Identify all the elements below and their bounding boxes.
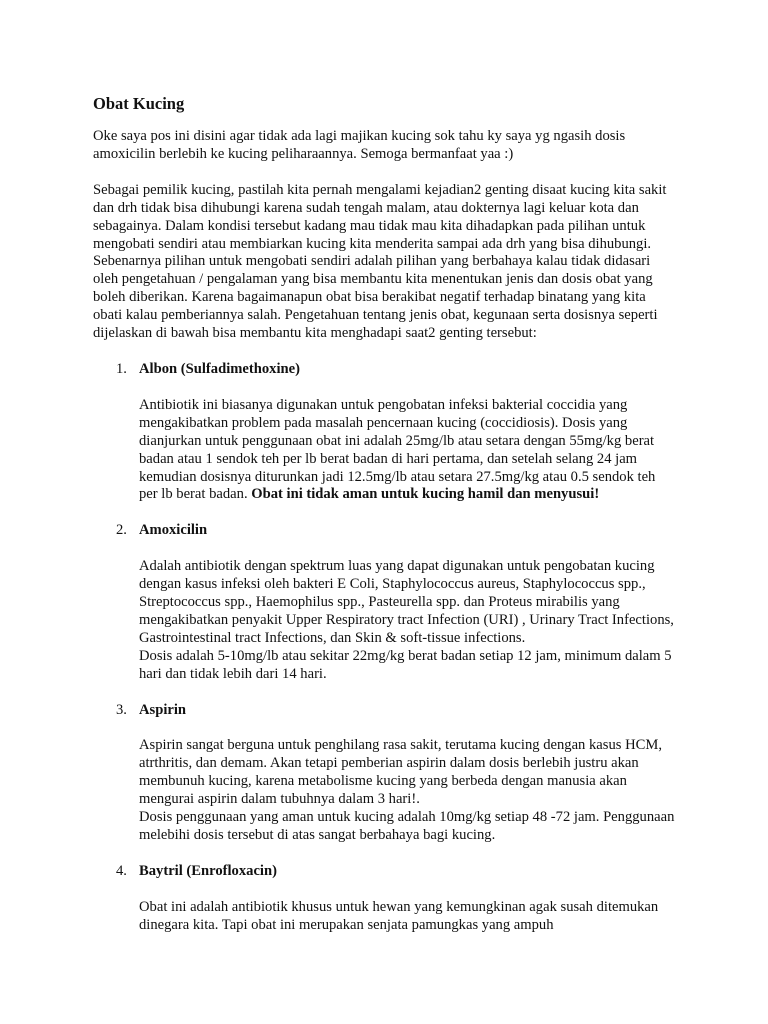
list-number: 3. <box>116 701 127 718</box>
document-page <box>93 94 677 953</box>
drug-description-text: Adalah antibiotik dengan spektrum luas yang dapat digunakan untuk pengobatan kucing dengan kasus infeksi oleh bakteri E Coli, Staphylococcus aureus, Staphylococcus spp., Streptococcus spp., Haemophilus spp., Pasteurella spp. dan Proteus mirabilis yang mengakibatkan penyakit Upper Respiratory tract Infection (URI) , Urinary Tract Infections, Gastrointestinal tract Infections, dan Skin & soft-tissue infections. <box>139 558 674 646</box>
drug-dosage-text: Dosis adalah 5-10mg/lb atau sekitar 22mg/kg berat badan setiap 12 jam, minimum dalam 5 hari dan tidak lebih dari 14 hari. <box>139 647 672 682</box>
drug-description <box>139 397 677 504</box>
list-number: 4. <box>116 862 127 879</box>
intro-paragraph: Oke saya pos ini disini agar tidak ada lagi majikan kucing sok tahu ky saya yg ngasih dosis amoxicilin berlebih ke kucing peliharaannya. Semoga bermanfaat yaa :) <box>93 128 626 162</box>
drug-list <box>93 361 677 935</box>
main-paragraph: Sebagai pemilik kucing, pastilah kita pernah mengalami kejadian2 genting disaat kucing kita sakit dan drh tidak bisa dihubungi karena sudah tengah malam, atau dokternya lagi keluar kota dan sebagainya. Dalam kondisi tersebut kadang mau tidak mau kita dihadapkan pada pilihan untuk mengobati sendiri atau membiarkan kucing kita menderita sampai ada drh yang bisa dihubungi. Sebenarnya pilihan untuk mengobati sendiri adalah pilihan yang berbahaya kalau tidak didasari oleh pengetahuan / pengalaman yang bisa membantu kita menentukan jenis dan dosis obat yang boleh diberikan. Karena bagaimanapun obat bisa berakibat negatif terhadap binatang yang kita obati kalau pemberiannya salah. Pengetahuan tentang jenis obat, kegunaan serta dosisnya seperti dijelaskan di bawah bisa membantu kita menghadapi saat2 genting tersebut: <box>93 181 667 342</box>
list-item-baytril <box>93 863 677 935</box>
list-item-albon <box>93 361 677 504</box>
drug-description <box>139 899 677 935</box>
document-title: Obat Kucing <box>93 94 185 113</box>
drug-description-text: Antibiotik ini biasanya digunakan untuk pengobatan infeksi bakterial coccidia yang mengakibatkan problem pada masalah pencernaan kucing (coccidiosis). Dosis yang dianjurkan untuk penggunaan obat ini adalah 25mg/lb atau setara dengan 55mg/kg berat badan atau 1 sendok teh per lb berat badan di hari pertama, dan setelah selang 24 jam kemudian dosisnya diturunkan jadi 12.5mg/lb atau setara 27.5mg/kg atau 0.5 sendok teh per lb berat badan. <box>139 396 656 503</box>
drug-description-text: Obat ini adalah antibiotik khusus untuk hewan yang kemungkinan agak susah ditemukan dinegara kita. Tapi obat ini merupakan senjata pamungkas yang ampuh <box>139 898 659 933</box>
drug-dosage-text: Dosis penggunaan yang aman untuk kucing adalah 10mg/kg setiap 48 -72 jam. Penggunaan melebihi dosis tersebut di atas sangat berbahaya bagi kucing. <box>139 809 675 843</box>
drug-description <box>139 737 677 844</box>
list-item-amoxicilin <box>93 522 677 683</box>
list-item-aspirin <box>93 702 677 845</box>
drug-warning: Obat ini tidak aman untuk kucing hamil dan menyusui! <box>251 486 600 503</box>
drug-title: Aspirin <box>139 701 187 718</box>
drug-title: Amoxicilin <box>139 522 208 539</box>
drug-description-text: Aspirin sangat berguna untuk penghilang rasa sakit, terutama kucing dengan kasus HCM, atrthritis, dan demam. Akan tetapi pemberian aspirin dalam dosis berlebih justru akan membunuh kucing, karena metabolisme kucing yang berbeda dengan manusia akan mengurai aspirin dalam tubuhnya dalam 3 hari!. <box>139 737 662 808</box>
drug-title: Albon (Sulfadimethoxine) <box>139 360 300 377</box>
list-number: 2. <box>116 522 127 539</box>
drug-title: Baytril (Enrofloxacin) <box>139 862 277 879</box>
list-number: 1. <box>116 360 127 377</box>
drug-description <box>139 558 677 683</box>
